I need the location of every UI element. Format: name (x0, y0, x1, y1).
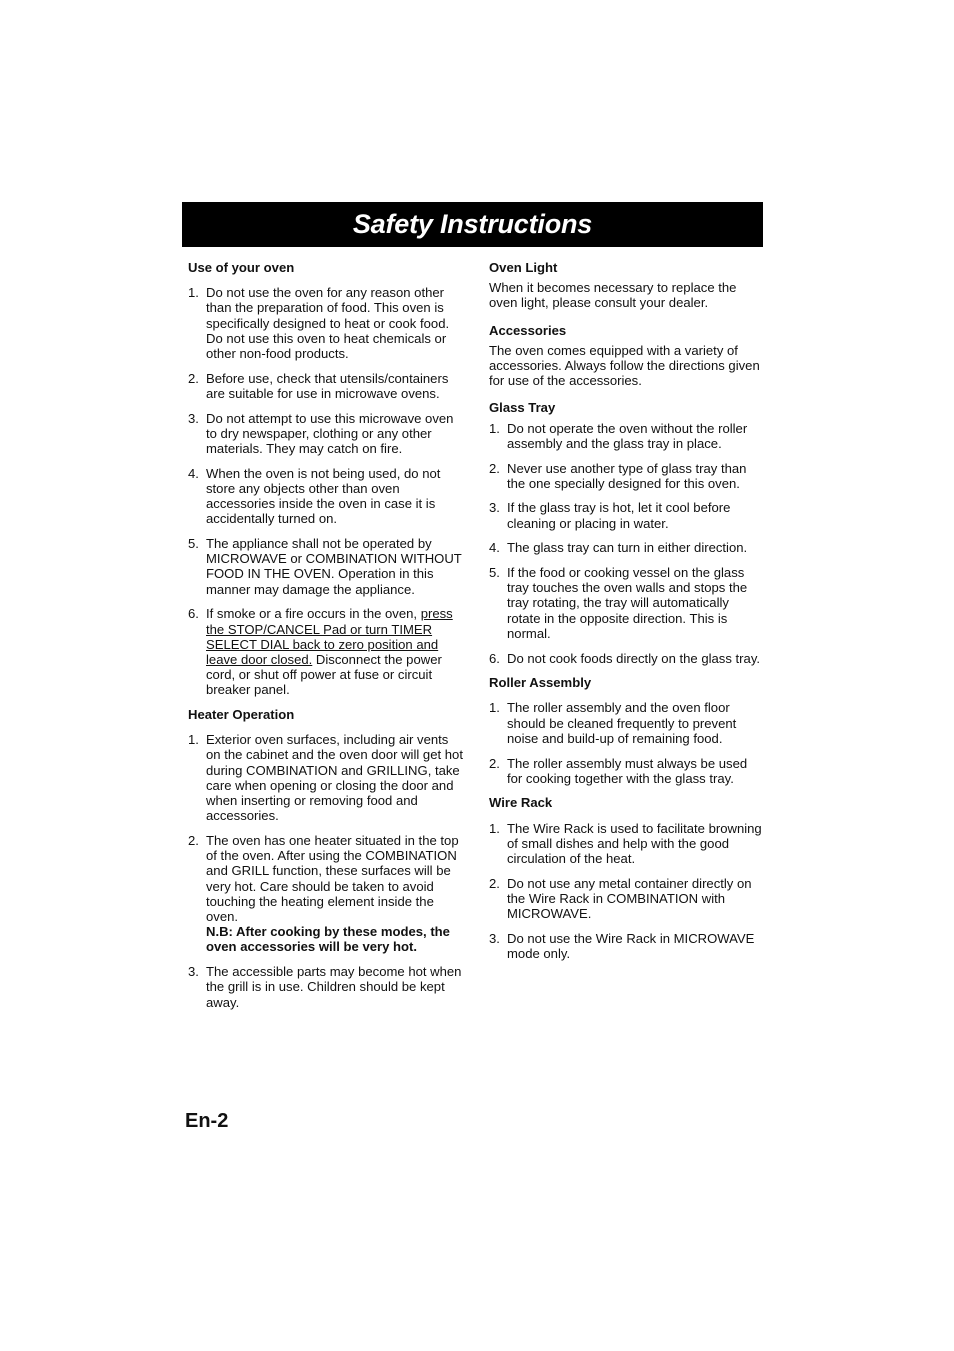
item-text: Never use another type of glass tray than the one specially designed for this oven. (507, 460, 747, 491)
list-item (489, 461, 765, 491)
list-item (188, 536, 466, 597)
item-number: 4. (489, 540, 500, 556)
list-item (188, 285, 466, 361)
item-text: The oven has one heater situated in the top of the oven. After using the COMBINATION and GRILL function, these surfaces will be very hot. Care should be taken to avoid touching the heating element inside the oven. (206, 833, 459, 925)
glass-tray-list (489, 421, 765, 666)
right-column (489, 260, 765, 971)
item-text: The accessible parts may become hot when the grill is in use. Children should be kept away. (206, 964, 462, 1010)
underlined-instruction: press the STOP/CANCEL Pad or turn TIMER SELECT DIAL back to zero position and leave door closed. (206, 606, 453, 667)
item-number: 3. (489, 500, 500, 516)
list-item (489, 756, 765, 786)
title-bar (182, 202, 763, 247)
item-number: 2. (188, 833, 199, 848)
left-column (188, 260, 466, 1019)
list-item (489, 651, 765, 666)
item-number: 2. (489, 460, 500, 476)
item-text: The Wire Rack is used to facilitate browning of small dishes and help with the good circulation of the heat. (507, 820, 762, 867)
list-item (188, 371, 466, 401)
list-item (489, 540, 765, 555)
item-text: Do not use the oven for any reason other than the preparation of food. This oven is specifically designed to heat or cook food. Do not use this oven to heat chemicals or other non-food products. (206, 285, 450, 362)
item-text: If smoke or a fire occurs in the oven, (206, 606, 421, 622)
list-item (489, 500, 765, 530)
item-number: 6. (489, 650, 500, 666)
item-text: Do not operate the oven without the roller assembly and the glass tray in place. (507, 420, 748, 451)
item-number: 1. (489, 420, 500, 436)
section-heading-accessories: Accessories (489, 322, 567, 338)
item-number: 2. (489, 755, 500, 771)
roller-list (489, 700, 765, 786)
item-number: 3. (188, 410, 199, 426)
list-item (489, 821, 765, 867)
list-item (489, 931, 765, 961)
section-heading-roller: Roller Assembly (489, 675, 592, 691)
item-number: 1. (188, 732, 199, 748)
item-text: The roller assembly and the oven floor should be cleaned frequently to prevent noise and build-up of remaining food. (507, 700, 737, 746)
item-number: 2. (188, 370, 199, 386)
item-text: Do not use any metal container directly on the Wire Rack in COMBINATION with MICROWAVE. (507, 875, 752, 922)
list-item (489, 421, 765, 451)
section-heading-use: Use of your oven (188, 260, 295, 275)
item-text: Do not attempt to use this microwave oven to dry newspaper, clothing or any other materials. They may catch on fire. (206, 410, 454, 457)
item-text: Do not cook foods directly on the glass tray. (507, 650, 761, 666)
list-item (489, 565, 765, 641)
item-number: 1. (489, 700, 500, 716)
section-heading-oven-light: Oven Light (489, 260, 558, 275)
list-item (188, 411, 466, 457)
use-list (188, 285, 466, 697)
item-number: 4. (188, 465, 199, 481)
page-number: En-2 (185, 1110, 229, 1132)
item-number: 5. (489, 565, 500, 581)
wire-rack-list (489, 821, 765, 962)
section-heading-glass-tray: Glass Tray (489, 400, 556, 416)
oven-light-text: When it becomes necessary to replace the oven light, please consult your dealer. (489, 280, 737, 311)
item-number: 6. (188, 606, 199, 622)
item-text: The glass tray can turn in either direction. (507, 540, 748, 556)
item-number: 2. (489, 875, 500, 891)
item-number: 1. (188, 285, 199, 301)
item-number: 5. (188, 536, 199, 552)
item-text: The appliance shall not be operated by MICROWAVE or COMBINATION WITHOUT FOOD IN THE OVEN. Operation in this manner may damage the appliance. (206, 536, 462, 597)
heater-list (188, 732, 466, 1009)
warning-note: N.B: After cooking by these modes, the oven accessories will be very hot. (206, 924, 450, 955)
list-item (489, 876, 765, 922)
item-number: 1. (489, 820, 500, 836)
accessories-text: The oven comes equipped with a variety of accessories. Always follow the directions given for use of the accessories. (489, 342, 760, 389)
item-text: The roller assembly must always be used for cooking together with the glass tray. (507, 755, 748, 786)
list-item (188, 833, 466, 955)
page-title: Safety Instructions (352, 209, 593, 239)
item-number: 3. (188, 964, 199, 980)
list-item (188, 606, 466, 697)
list-item (489, 700, 765, 746)
item-text: Do not use the Wire Rack in MICROWAVE mode only. (507, 930, 755, 962)
item-text: When the oven is not being used, do not store any objects other than oven accessories inside the oven in case it is accidentally turned on. (206, 465, 441, 527)
list-item (188, 466, 466, 527)
item-text: If the glass tray is hot, let it cool before cleaning or placing in water. (507, 500, 731, 531)
list-item (188, 964, 466, 1010)
item-text: Before use, check that utensils/containers are suitable for use in microwave ovens. (206, 370, 449, 401)
item-text: Exterior oven surfaces, including air vents on the cabinet and the oven door will get hot during COMBINATION and GRILLING, take care when opening or closing the door and when inserting or removing food and accessories. (206, 732, 463, 824)
section-heading-heater: Heater Operation (188, 707, 295, 723)
list-item (188, 732, 466, 823)
item-text: If the food or cooking vessel on the glass tray touches the oven walls and stops the tray rotating, the tray will automatically rotate in the opposite direction. This is normal. (507, 565, 748, 641)
item-number: 3. (489, 930, 500, 946)
section-heading-wire-rack: Wire Rack (489, 795, 553, 811)
item-text-cont: Disconnect the power cord, or shut off power at fuse or circuit breaker panel. (206, 651, 442, 698)
